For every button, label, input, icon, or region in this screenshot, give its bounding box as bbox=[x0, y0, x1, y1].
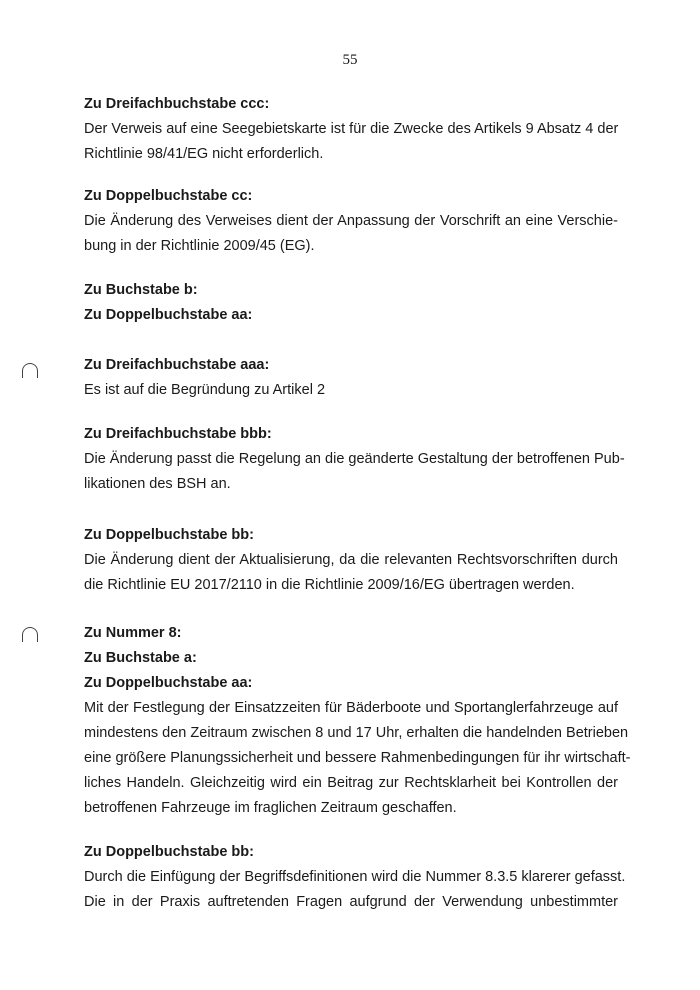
text-line: Der Verweis auf eine Seegebietskarte ist für die Zwecke des Artikels 9 Absatz 4 der bbox=[84, 121, 619, 137]
section-heading: Zu Buchstabe a: bbox=[84, 650, 197, 666]
text-line: Es ist auf die Begründung zu Artikel 2 bbox=[84, 382, 326, 398]
text-line: bung in der Richtlinie 2009/45 (EG). bbox=[84, 238, 315, 254]
text-line: die Richtlinie EU 2017/2110 in die Richtlinie 2009/16/EG übertragen werden. bbox=[84, 577, 575, 593]
section-heading: Zu Doppelbuchstabe bb: bbox=[84, 844, 254, 860]
section-heading: Zu Nummer 8: bbox=[84, 625, 182, 641]
text-line: Durch die Einfügung der Begriffsdefinitionen wird die Nummer 8.3.5 klarerer gefasst. bbox=[84, 869, 626, 885]
section-heading: Zu Doppelbuchstabe bb: bbox=[84, 527, 254, 543]
section-heading: Zu Doppelbuchstabe cc: bbox=[84, 188, 253, 204]
section-heading: Zu Dreifachbuchstabe bbb: bbox=[84, 426, 272, 442]
text-line: betroffenen Fahrzeuge im fraglichen Zeitraum geschaffen. bbox=[84, 800, 457, 816]
text-line: Die in der Praxis auftretenden Fragen aufgrund der Verwendung unbestimmter bbox=[84, 894, 618, 910]
text-line: Richtlinie 98/41/EG nicht erforderlich. bbox=[84, 146, 324, 162]
section-heading: Zu Dreifachbuchstabe ccc: bbox=[84, 96, 270, 112]
text-line: Mit der Festlegung der Einsatzzeiten für Bäderboote und Sportanglerfahrzeuge auf bbox=[84, 700, 618, 716]
margin-mark-icon bbox=[22, 363, 38, 378]
text-line: liches Handeln. Gleichzeitig wird ein Beitrag zur Rechtsklarheit bei Kontrollen der bbox=[84, 775, 618, 791]
text-line: Die Änderung passt die Regelung an die geänderte Gestaltung der betroffenen Pub- bbox=[84, 451, 625, 467]
text-line: eine größere Planungssicherheit und bessere Rahmenbedingungen für ihr wirtschaft- bbox=[84, 750, 631, 766]
margin-mark-icon bbox=[22, 627, 38, 642]
section-heading: Zu Buchstabe b: bbox=[84, 282, 198, 298]
section-heading: Zu Doppelbuchstabe aa: bbox=[84, 307, 253, 323]
text-line: mindestens den Zeitraum zwischen 8 und 17 Uhr, erhalten die handelnden Betrieben bbox=[84, 725, 629, 741]
section-heading: Zu Dreifachbuchstabe aaa: bbox=[84, 357, 270, 373]
section-heading: Zu Doppelbuchstabe aa: bbox=[84, 675, 253, 691]
text-line: Die Änderung des Verweises dient der Anpassung der Vorschrift an eine Verschie- bbox=[84, 213, 618, 229]
text-line: Die Änderung dient der Aktualisierung, da die relevanten Rechtsvorschriften durch bbox=[84, 552, 618, 568]
text-line: likationen des BSH an. bbox=[84, 476, 231, 492]
page-number: 55 bbox=[342, 52, 358, 68]
